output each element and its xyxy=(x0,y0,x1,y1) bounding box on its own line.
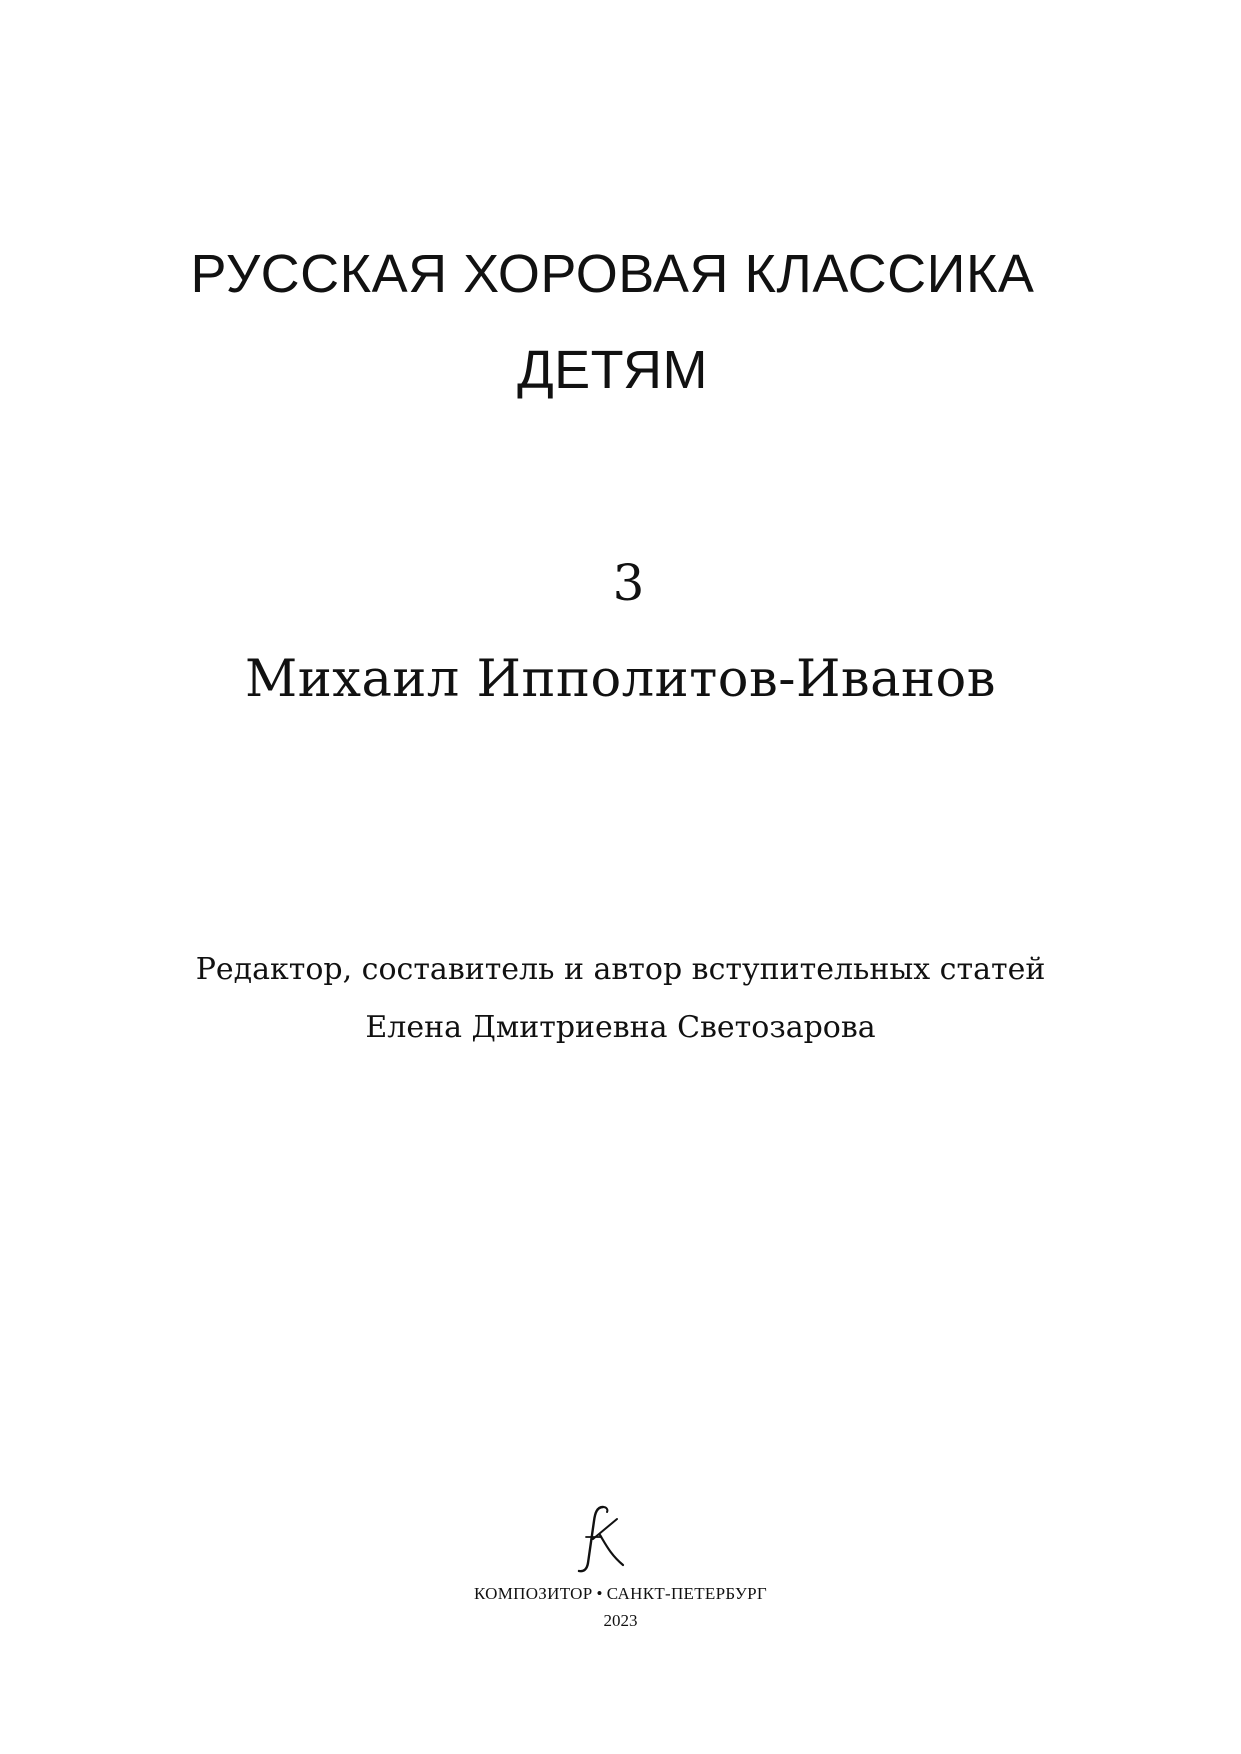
volume-number: 3 xyxy=(612,554,645,612)
book-title-line-1: РУССКАЯ ХОРОВАЯ КЛАССИКА xyxy=(190,244,1035,304)
publication-year: 2023 xyxy=(603,1611,638,1630)
book-title-line-2: ДЕТЯМ xyxy=(517,340,708,400)
composer-name: Михаил Ипполитов-Иванов xyxy=(245,650,996,709)
publisher-city: САНКТ-ПЕТЕРБУРГ xyxy=(606,1584,768,1603)
publisher-imprint xyxy=(0,1583,1241,1605)
editor-name: Елена Дмитриевна Светозарова xyxy=(365,1010,876,1045)
publisher-logo-icon xyxy=(573,1503,629,1575)
publisher-name: КОМПОЗИТОР xyxy=(473,1584,593,1603)
editor-role: Редактор, составитель и автор вступительных статей xyxy=(195,952,1046,987)
publisher-separator: • xyxy=(596,1584,603,1603)
